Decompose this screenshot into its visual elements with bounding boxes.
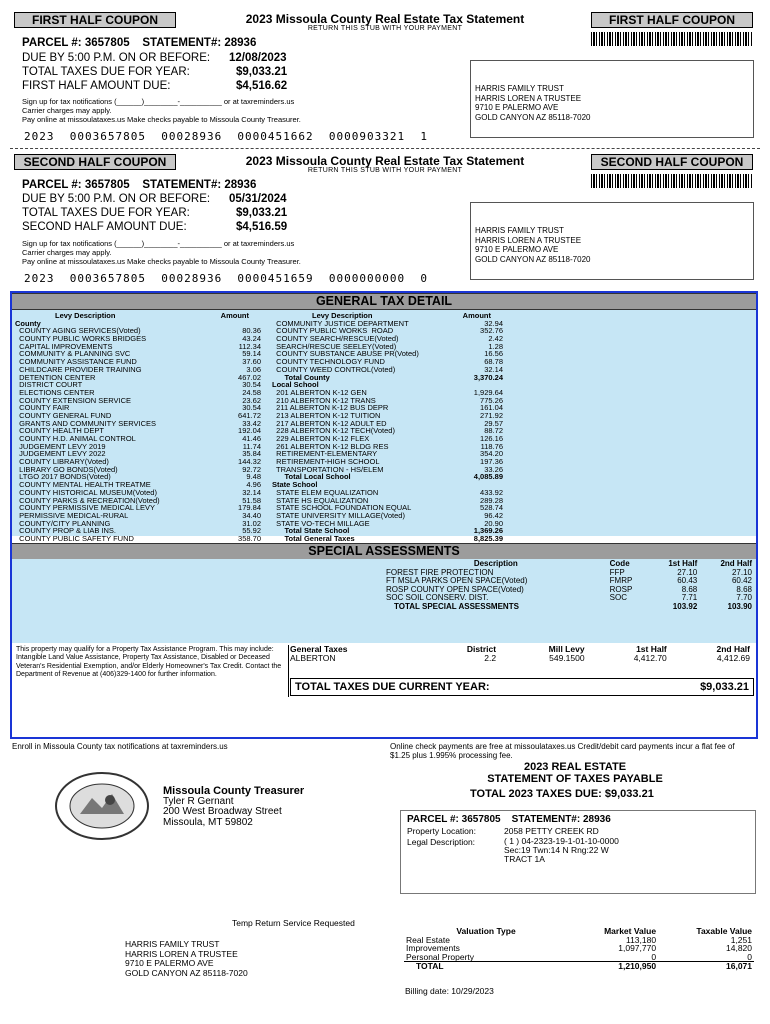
levy-amount: 55.92 <box>242 526 261 536</box>
levy-amount: 32.94 <box>484 318 503 328</box>
coupon2-total-value: $9,033.21 <box>236 207 288 219</box>
levy-description: STATE UNIVERSITY MILLAGE(Voted) <box>272 510 405 520</box>
levy-description: COUNTY SEARCH/RESCUE(Voted) <box>272 334 399 344</box>
total-2023-due: TOTAL 2023 TAXES DUE: $9,033.21 <box>470 788 654 800</box>
levy-amount: 37.60 <box>242 357 261 367</box>
levy-amount: 51.58 <box>242 495 261 505</box>
val-taxable: 1,251 <box>730 934 752 945</box>
coupon1-title: 2023 Missoula County Real Estate Tax Statement <box>245 12 525 26</box>
levy-amount: 88.72 <box>484 426 503 436</box>
levy-description: Total State School <box>272 526 350 536</box>
sa-code: SOC <box>609 593 627 602</box>
coupon2-address-box <box>470 202 754 280</box>
general-taxes-table <box>288 645 752 662</box>
sa-code: ROSP <box>609 584 633 594</box>
levy-description: State School <box>272 480 318 490</box>
levy-amount: 30.54 <box>242 403 261 413</box>
enroll-note: Enroll in Missoula County tax notifications at taxreminders.us <box>12 742 228 751</box>
levy-description: COUNTY H.D. ANIMAL CONTROL <box>15 434 136 443</box>
coupon1-addr-line: 9710 E PALERMO AVE <box>475 103 559 112</box>
gt-col-2nd: 2nd Half <box>716 644 750 654</box>
coupon2-half-value: $4,516.59 <box>236 221 288 233</box>
levy-description: COMMUNITY JUSTICE DEPARTMENT <box>272 318 409 328</box>
levy-description: COUNTY PARKS & RECREATION(Voted) <box>15 495 160 505</box>
val-taxable: 0 <box>747 951 752 962</box>
levy-description: CHILDCARE PROVIDER TRAINING <box>15 364 142 374</box>
special-assessments-panel <box>12 559 756 643</box>
gt-col-district: District <box>466 644 497 654</box>
levy-description: LTGO 2017 BONDS(Voted) <box>15 472 111 482</box>
sa-col-desc: Description <box>473 559 518 568</box>
coupon2-addr-line: HARRIS FAMILY TRUST <box>475 226 564 235</box>
special-assessments-heading: SPECIAL ASSESSMENTS <box>12 543 756 560</box>
levy-amount: 1,929.64 <box>473 387 503 397</box>
val-total-market: 1,210,950 <box>618 961 657 971</box>
statement-title-line1: 2023 REAL ESTATE <box>523 761 627 773</box>
levy-description: TRANSPORTATION - HS/ELEM <box>272 464 384 474</box>
levy-amount: 641.72 <box>238 410 261 420</box>
levy-amount: 20.90 <box>484 518 503 528</box>
mail-addr-line: 9710 E PALERMO AVE <box>125 958 214 968</box>
gt-col-1st: 1st Half <box>636 644 667 654</box>
sa-description: ROSP COUNTY OPEN SPACE(Voted) <box>386 584 524 594</box>
coupon1-due-date: 12/08/2023 <box>229 52 287 64</box>
levy-amount: 161.04 <box>480 403 503 413</box>
cut-line <box>10 148 760 149</box>
sa-col-2nd: 2nd Half <box>720 559 752 568</box>
coupon1-addr-line: HARRIS FAMILY TRUST <box>475 84 564 93</box>
levy-amount: 80.36 <box>242 326 261 336</box>
levy-amount: 24.58 <box>242 387 261 397</box>
levy-description: RETIREMENT-ELEMENTARY <box>272 449 378 459</box>
total-due-label: TOTAL TAXES DUE CURRENT YEAR: <box>295 681 490 693</box>
coupon2-due-date: 05/31/2024 <box>229 193 287 205</box>
general-taxes-divider <box>288 645 289 697</box>
val-col-type: Valuation Type <box>456 926 516 936</box>
levy-description: SEARCH/RESCUE SEELEY(Voted) <box>272 341 397 351</box>
levy-amount: 775.26 <box>480 395 503 405</box>
legal-line: ( 1 ) 04-2323-19-1-01-10-0000 <box>504 836 619 846</box>
legal-description-label: Legal Description: <box>407 837 476 847</box>
levy-description: DETENTION CENTER <box>15 372 96 382</box>
coupon1-addr-line: HARRIS LOREN A TRUSTEE <box>475 93 582 103</box>
coupon1-half-value: $4,516.62 <box>236 80 288 92</box>
levy-amount: 32.14 <box>242 487 261 497</box>
coupon1-total-value: $9,033.21 <box>236 66 288 78</box>
levy-amount: 144.32 <box>238 457 261 467</box>
levy-description: RETIREMENT-HIGH SCHOOL <box>272 457 380 467</box>
sa-first-half: 27.10 <box>677 567 698 577</box>
levy-description: 201 ALBERTON K-12 GEN <box>272 387 367 397</box>
treasurer-name: Missoula County Treasurer <box>163 785 305 797</box>
levy-description: CAPITAL IMPROVEMENTS <box>15 341 113 351</box>
statement-title-line2: STATEMENT OF TAXES PAYABLE <box>487 772 663 785</box>
gt-district: 2.2 <box>484 652 497 663</box>
treasurer-line: Tyler R Gernant <box>163 795 234 807</box>
temp-return-note: Temp Return Service Requested <box>232 918 355 928</box>
coupon1-pay-online: Pay online at missoulataxes.us Make checks payable to Missoula County Treasurer. <box>22 115 301 124</box>
assistance-note: This property may qualify for a Property Tax Assistance Program. This may include: Intangible Land Value Assistance, Property Tax Assistance, Disabled or Deceased Veteran's Residential Exemption, and/or Elderly Homeowner's Tax Credit. Contact the Department of Revenue at (406)329-1400 for further information. <box>16 646 282 679</box>
coupon2-half-label: SECOND HALF AMOUNT DUE: <box>22 221 187 233</box>
levy-description: COMMUNITY & PLANNING SVC <box>15 349 131 359</box>
tax-detail-section <box>10 291 758 739</box>
levy-amount: 289.28 <box>480 495 503 505</box>
levy-description: COUNTY PUBLIC WORKS BRIDGES <box>15 334 147 344</box>
levy-amount: 271.92 <box>480 410 503 420</box>
levy-amount: 35.84 <box>242 449 261 459</box>
total-due-current-year <box>290 678 754 696</box>
coupon1-carrier: Carrier charges may apply. <box>22 106 112 115</box>
levy-description: GRANTS AND COMMUNITY SERVICES <box>15 418 156 428</box>
coupon2-parcel-line: PARCEL #: 3657805 STATEMENT#: 28936 <box>22 179 257 191</box>
levy-amount: 43.24 <box>242 334 261 344</box>
levy-amount: 4,085.89 <box>473 472 503 482</box>
levy-description: COUNTY PROP & LIAB INS. <box>15 526 117 536</box>
levy-description: STATE HS EQUALIZATION <box>272 495 369 505</box>
levy-description: LIBRARY GO BONDS(Voted) <box>15 464 118 474</box>
levy-description: Total Local School <box>272 472 351 482</box>
coupon2-pay-online: Pay online at missoulataxes.us Make checks payable to Missoula County Treasurer. <box>22 257 301 266</box>
sa-second-half: 27.10 <box>731 567 752 577</box>
sa-first-half: 60.43 <box>677 576 698 585</box>
sa-first-half: 7.71 <box>681 593 698 602</box>
val-market: 113,180 <box>625 934 657 945</box>
levy-amount: 59.14 <box>242 349 261 359</box>
levy-header: Levy Description Amount <box>312 311 491 320</box>
sa-code: FFP <box>609 567 625 577</box>
sa-code: FMRP <box>609 576 633 585</box>
gt-mill-levy: 549.1500 <box>549 652 585 663</box>
levy-amount: 9.48 <box>246 472 261 482</box>
levy-description: COUNTY FAIR <box>15 403 70 413</box>
levy-description: 217 ALBERTON K-12 ADULT ED <box>272 418 387 428</box>
sa-description: FT MSLA PARKS OPEN SPACE(Voted) <box>386 576 528 585</box>
levy-description: 210 ALBERTON K-12 TRANS <box>272 395 376 405</box>
levy-description: 228 ALBERTON K-12 TECH(Voted) <box>272 426 395 436</box>
levy-description: 229 ALBERTON K-12 FLEX <box>272 434 370 443</box>
coupon2-subtitle: RETURN THIS STUB WITH YOUR PAYMENT <box>307 167 463 174</box>
levy-description: 211 ALBERTON K-12 BUS DEPR <box>272 403 389 413</box>
coupon2-total-label: TOTAL TAXES DUE FOR YEAR: <box>22 207 190 219</box>
coupon2-addr-line: GOLD CANYON AZ 85118-7020 <box>475 254 591 264</box>
levy-amount: 358.70 <box>238 533 261 543</box>
sa-total-second: 103.90 <box>727 601 752 611</box>
levy-amount: 29.57 <box>484 418 503 428</box>
first-half-coupon-label-right: FIRST HALF COUPON <box>591 12 753 28</box>
levy-description: COUNTY TECHNOLOGY FUND <box>272 357 385 367</box>
levy-amount: 112.34 <box>238 341 261 351</box>
mail-addr-line: HARRIS FAMILY TRUST <box>125 939 220 949</box>
levy-description: STATE ELEM EQUALIZATION <box>272 487 379 497</box>
levy-description: STATE SCHOOL FOUNDATION EQUAL <box>272 503 412 513</box>
levy-description: COUNTY HISTORICAL MUSEUM(Voted) <box>15 487 157 497</box>
coupon2-addr-line: 9710 E PALERMO AVE <box>475 245 559 254</box>
coupon1-barcode <box>591 32 753 46</box>
levy-description: COMMUNITY ASSISTANCE FUND <box>15 357 137 367</box>
coupon1-total-label: TOTAL TAXES DUE FOR YEAR: <box>22 66 190 78</box>
levy-description: JUDGEMENT LEVY 2022 <box>15 449 106 459</box>
levy-amount: 31.02 <box>242 518 261 528</box>
coupon1-due-label: DUE BY 5:00 P.M. ON OR BEFORE: <box>22 52 211 64</box>
levy-amount: 354.20 <box>480 449 503 459</box>
first-half-coupon-label: FIRST HALF COUPON <box>14 12 176 28</box>
levy-amount: 433.92 <box>480 487 503 497</box>
gt-col-general: General Taxes <box>290 644 348 654</box>
levy-description: PERMISSIVE MEDICAL-RURAL <box>15 510 129 520</box>
coupon2-title: 2023 Missoula County Real Estate Tax Statement <box>245 154 525 168</box>
levy-right-column <box>272 312 503 543</box>
val-type: Improvements <box>406 943 460 953</box>
levy-amount: 1.28 <box>488 341 503 351</box>
val-col-taxable: Taxable Value <box>696 926 752 936</box>
levy-description: COUNTY PUBLIC WORKS ROAD <box>272 326 394 336</box>
coupon1-parcel-line: PARCEL #: 3657805 STATEMENT#: 28936 <box>22 37 257 49</box>
levy-amount: 118.76 <box>480 441 503 451</box>
legal-line: TRACT 1A <box>504 854 545 864</box>
coupon1-addr-line: GOLD CANYON AZ 85118-7020 <box>475 112 591 122</box>
sa-total-first: 103.92 <box>672 601 698 611</box>
mail-addr-line: GOLD CANYON AZ 85118-7020 <box>125 967 248 978</box>
levy-row <box>272 535 503 543</box>
treasurer-line: Missoula, MT 59802 <box>163 816 253 828</box>
levy-description: COUNTY PUBLIC SAFETY FUND <box>15 533 134 543</box>
val-total-label: TOTAL <box>416 961 444 971</box>
statement-title <box>450 762 700 785</box>
levy-amount: 8,825.39 <box>473 533 503 543</box>
levy-description: 261 ALBERTON K-12 BLDG RES <box>272 441 389 451</box>
mailing-address <box>125 940 248 978</box>
levy-description: COUNTY EXTENSION SERVICE <box>15 395 131 405</box>
total-due-value: $9,033.21 <box>700 681 749 693</box>
levy-amount: 32.14 <box>484 364 503 374</box>
levy-description: COUNTY WEED CONTROL(Voted) <box>272 364 396 374</box>
levy-amount: 1,369.26 <box>473 526 503 536</box>
general-tax-detail-heading: GENERAL TAX DETAIL <box>12 293 756 310</box>
general-tax-panel <box>12 310 756 543</box>
sa-total-row <box>384 603 754 612</box>
sa-col-code: Code <box>609 559 630 568</box>
special-assessments-table <box>384 560 754 611</box>
second-half-coupon-label: SECOND HALF COUPON <box>14 154 176 170</box>
levy-description: ELECTIONS CENTER <box>15 387 95 397</box>
levy-description: COUNTY AGING SERVICES(Voted) <box>15 326 141 336</box>
val-col-market: Market Value <box>604 926 657 936</box>
parcel-info-box <box>400 810 756 894</box>
levy-description: COUNTY PERMISSIVE MEDICAL LEVY <box>15 503 156 513</box>
coupon2-barcode <box>591 174 753 188</box>
treasurer-line: 200 West Broadway Street <box>163 806 282 817</box>
levy-row <box>15 535 261 543</box>
levy-description: COUNTY HEALTH DEPT <box>15 426 104 436</box>
coupon2-addr-line: HARRIS LOREN A TRUSTEE <box>475 235 582 245</box>
val-market: 1,097,770 <box>618 943 657 953</box>
levy-amount: 68.78 <box>484 357 503 367</box>
coupon1-address-box <box>470 60 754 138</box>
levy-amount: 92.72 <box>242 464 261 474</box>
treasurer-block <box>163 786 304 828</box>
val-type: Personal Property <box>406 951 475 962</box>
online-check-note: Online check payments are free at missoulataxes.us Credit/debit card payments incur a flat fee of $1.25 plus 1.995% processing fee. <box>390 742 735 760</box>
levy-description: Total County <box>272 372 330 382</box>
mail-addr-line: HARRIS LOREN A TRUSTEE <box>125 948 238 959</box>
sa-total-code <box>608 603 649 612</box>
second-half-coupon-label-right: SECOND HALF COUPON <box>591 154 753 170</box>
levy-amount: 3,370.24 <box>473 372 503 382</box>
levy-amount: 41.46 <box>242 434 261 443</box>
legal-line: Sec:19 Twn:14 N Rng:22 W <box>504 845 609 855</box>
coupon2-scanline: 2023 0003657805 00028936 0000451659 0000000000 0 <box>24 272 428 285</box>
parcel-info-line: PARCEL #: 3657805 STATEMENT#: 28936 <box>407 814 611 825</box>
levy-description: STATE VO-TECH MILLAGE <box>272 518 370 528</box>
levy-description: COUNTY MENTAL HEALTH TREATME <box>15 480 151 490</box>
sa-description: FOREST FIRE PROTECTION <box>386 567 494 577</box>
levy-description: DISTRICT COURT <box>15 380 83 390</box>
levy-description: Local School <box>272 380 319 390</box>
county-seal-icon <box>52 770 152 842</box>
levy-left-column <box>15 312 261 543</box>
coupon1-notify: Sign up for tax notifications (______)________-__________ or at taxreminders.us <box>22 97 295 106</box>
levy-amount: 11.74 <box>242 441 261 451</box>
coupon2-notify: Sign up for tax notifications (______)________-__________ or at taxreminders.us <box>22 239 295 248</box>
gt-district-name: ALBERTON <box>290 652 336 663</box>
coupon2-due-label: DUE BY 5:00 P.M. ON OR BEFORE: <box>22 193 211 205</box>
levy-amount: 34.40 <box>242 510 261 520</box>
sa-total-label: TOTAL SPECIAL ASSESSMENTS <box>394 601 519 611</box>
levy-amount: 467.02 <box>238 372 261 382</box>
levy-amount: 192.04 <box>238 426 261 436</box>
val-taxable: 14,820 <box>726 943 752 953</box>
gt-second-half: 4,412.69 <box>716 652 750 663</box>
levy-amount: 352.76 <box>480 326 503 336</box>
valuation-table <box>404 927 754 971</box>
legal-description <box>504 837 619 864</box>
levy-amount: 96.42 <box>484 510 503 520</box>
sa-second-half: 7.70 <box>736 593 752 602</box>
levy-header: Levy Description Amount <box>55 311 249 320</box>
sa-description: SOC SOIL CONSERV. DIST. <box>386 593 489 602</box>
coupon1-half-label: FIRST HALF AMOUNT DUE: <box>22 80 171 92</box>
levy-amount: 30.54 <box>242 380 261 390</box>
levy-description: JUDGEMENT LEVY 2019 <box>15 441 106 451</box>
levy-amount: 528.74 <box>480 503 503 513</box>
property-location: 2058 PETTY CREEK RD <box>504 826 599 836</box>
levy-amount: 33.42 <box>242 418 261 428</box>
gt-first-half: 4,412.70 <box>633 652 667 663</box>
billing-date: Billing date: 10/29/2023 <box>405 986 494 996</box>
levy-amount: 179.84 <box>238 503 261 513</box>
sa-second-half: 8.68 <box>736 584 752 594</box>
levy-description: COUNTY/CITY PLANNING <box>15 518 111 528</box>
levy-amount: 126.16 <box>480 434 503 443</box>
gt-col-mill: Mill Levy <box>548 644 585 654</box>
levy-description: COUNTY SUBSTANCE ABUSE PR(Voted) <box>272 349 419 359</box>
sa-second-half: 60.42 <box>731 576 752 585</box>
property-location-label: Property Location: <box>407 826 476 836</box>
val-market: 0 <box>651 951 657 962</box>
levy-amount: 16.56 <box>484 349 503 359</box>
levy-amount: 3.06 <box>246 364 261 374</box>
levy-amount: 197.36 <box>480 457 503 467</box>
levy-description: 213 ALBERTON K-12 TUITION <box>272 410 381 420</box>
levy-description: Total General Taxes <box>272 533 355 543</box>
coupon2-carrier: Carrier charges may apply. <box>22 248 112 257</box>
sa-first-half: 8.68 <box>681 584 698 594</box>
levy-description: COUNTY LIBRARY(Voted) <box>15 457 109 467</box>
levy-amount: 23.62 <box>242 395 261 405</box>
levy-amount: 2.42 <box>488 334 503 344</box>
levy-description: COUNTY GENERAL FUND <box>15 410 112 420</box>
levy-amount: 4.96 <box>246 480 261 490</box>
val-type: Real Estate <box>406 934 450 945</box>
coupon1-subtitle: RETURN THIS STUB WITH YOUR PAYMENT <box>307 25 463 32</box>
valuation-row <box>404 953 754 962</box>
levy-description: County <box>15 318 41 328</box>
sa-col-1st: 1st Half <box>668 559 698 568</box>
coupon1-scanline: 2023 0003657805 00028936 0000451662 0000903321 1 <box>24 130 428 143</box>
levy-amount: 33.26 <box>484 464 503 474</box>
val-total-taxable: 16,071 <box>726 961 752 971</box>
